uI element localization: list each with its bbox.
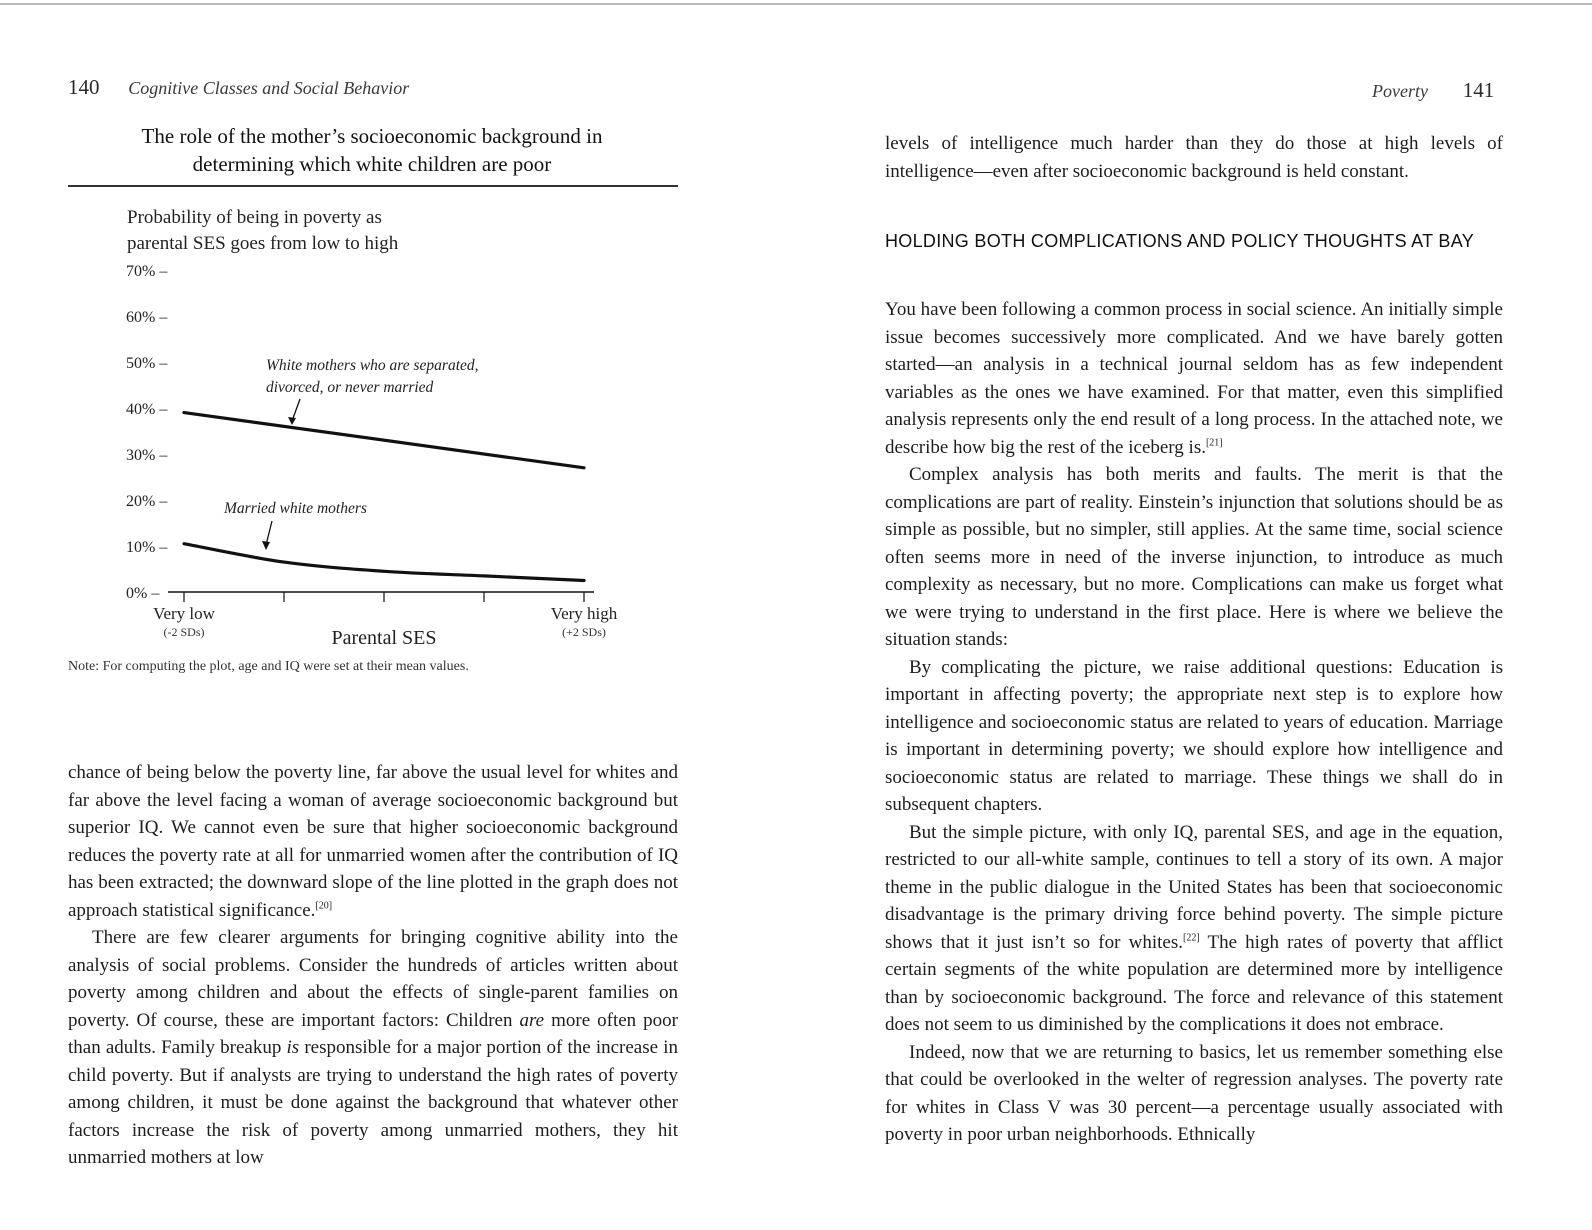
x-axis-title: Parental SES bbox=[331, 627, 437, 649]
right-paragraph-4 bbox=[885, 819, 1503, 1039]
series-line-unmarried-mothers bbox=[184, 413, 584, 468]
left-p2-emphasis-are: are bbox=[519, 1009, 545, 1031]
y-tick-label: 0% – bbox=[126, 585, 160, 602]
y-tick-label: 10% – bbox=[126, 539, 168, 556]
left-continuation-paragraph bbox=[68, 759, 678, 924]
right-p1-text: You have been following a common process in social science. An initially simple issue becomes successively more complicated. And we have barely gotten started—an analysis in a technical journal seldom has as few independent variables as the ones we have examined. For that matter, even this simplified analysis represents only the end result of a long process. In the attached note, we describe how big the rest of the iceberg is. bbox=[885, 299, 1503, 458]
figure-note: Note: For computing the plot, age and IQ were set at their mean values. bbox=[68, 659, 469, 674]
right-page-header bbox=[1372, 78, 1494, 103]
note-ref-20: [20] bbox=[315, 900, 333, 912]
annotation-arrowhead-married bbox=[262, 541, 270, 550]
y-tick-label: 40% – bbox=[126, 401, 168, 418]
note-ref-21: [21] bbox=[1205, 437, 1223, 449]
right-p4-text: But the simple picture, with only IQ, parental SES, and age in the equation, restricted to our all-white sample, continues to tell a story of its own. A major theme in the public dialogue in the United States has been that socioeconomic disadvantage is the primary driving force behind poverty. The simple picture shows that it just isn’t so for whites. bbox=[885, 821, 1503, 953]
right-continuation-paragraph: levels of intelligence much harder than they do those at high levels of intelligence—even after socioeconomic background is held constant. bbox=[885, 133, 1503, 182]
y-axis-title-line2: parental SES goes from low to high bbox=[127, 233, 399, 254]
left-paragraph-2 bbox=[68, 924, 678, 1172]
right-p4-text-after: The high rates of poverty that afflict certain segments of the white population are determined more by intelligence than by socioeconomic background. The force and relevance of this statement does not seem to us diminished by the complications it does not embrace. bbox=[885, 931, 1503, 1035]
y-axis-title bbox=[127, 205, 398, 257]
left-p2-part3: responsible for a major portion of the increase in child poverty. But if analysts are trying to understand the high rates of poverty among children, it must be done against the background that whatever other factors increase the risk of poverty among unmarried mothers, they hit unmarried mothers at low bbox=[68, 1037, 678, 1168]
right-paragraph-5: Indeed, now that we are returning to basics, let us remember something else that could be overlooked in the welter of regression analyses. The poverty rate for whites in Class V was 30 percent—a percentage usually associated with poverty in poor urban neighborhoods. Ethnically bbox=[885, 1041, 1503, 1145]
x-tick-label: Very high bbox=[550, 604, 618, 623]
right-body-text bbox=[885, 296, 1503, 1149]
figure-title-line1: The role of the mother’s socioeconomic background in bbox=[141, 124, 603, 148]
poverty-line-chart bbox=[120, 255, 640, 655]
figure-title-line2: determining which white children are poor bbox=[192, 152, 552, 176]
x-tick-sublabel: (+2 SDs) bbox=[562, 625, 606, 639]
y-tick-label: 20% – bbox=[126, 493, 168, 510]
left-running-head: Cognitive Classes and Social Behavior bbox=[128, 78, 410, 98]
left-p2-part1: There are few clearer arguments for bringing cognitive ability into the analysis of social problems. Consider the hundreds of articles written about poverty among children and about the effects of single-parent families on poverty. Of course, these are important factors: Children bbox=[68, 927, 678, 1031]
figure-title-rule bbox=[68, 185, 678, 187]
left-p2-emphasis-is: is bbox=[286, 1037, 300, 1058]
right-paragraph-2: Complex analysis has both merits and faults. The merit is that the complications are part of reality. Einstein’s injunction that solutions should be as simple as possible, but no simpler, still applies. At the same time, social science often seems more in need of the inverse injunction, to introduce as much complexity as necessary, but no more. Complications can make us forget what we were trying to understand in the first place. Here is where we believe the situation stands: bbox=[885, 464, 1503, 650]
series-line-married-mothers bbox=[184, 544, 584, 581]
left-continuation-text: chance of being below the poverty line, far above the usual level for whites and far above the level facing a woman of average socioeconomic background but superior IQ. We cannot even be sure that higher socioeconomic background reduces the poverty rate at all for unmarried women after the contribution of IQ has been extracted; the downward slope of the line plotted in the graph does not approach statistical significance. bbox=[68, 762, 678, 921]
figure-title bbox=[68, 122, 676, 178]
series-label-unmarried-line1: White mothers who are separated, bbox=[266, 357, 479, 374]
left-p2-part2: more often poor than adults. Family breakup bbox=[68, 1009, 679, 1058]
right-continuation-block bbox=[885, 130, 1503, 185]
right-running-head: Poverty bbox=[1372, 81, 1428, 101]
annotation-arrowhead-unmarried bbox=[288, 417, 296, 425]
y-tick-label: 70% – bbox=[126, 263, 168, 280]
annotation-arrow-married bbox=[266, 521, 272, 545]
series-label-unmarried-line2: divorced, or never married bbox=[266, 379, 434, 396]
x-tick-label: Very low bbox=[153, 604, 215, 623]
right-page-number: 141 bbox=[1462, 78, 1495, 102]
left-page-number: 140 bbox=[68, 75, 100, 99]
x-tick-sublabel: (-2 SDs) bbox=[163, 625, 205, 639]
scan-top-edge bbox=[0, 3, 1592, 5]
section-heading: HOLDING BOTH COMPLICATIONS AND POLICY THOUGHTS AT BAY bbox=[885, 231, 1475, 251]
note-ref-22: [22] bbox=[1182, 932, 1200, 944]
series-label-married: Married white mothers bbox=[224, 500, 367, 517]
right-paragraph-3: By complicating the picture, we raise additional questions: Education is important in affecting poverty; the appropriate next step is to explore how intelligence and socioeconomic status are related to years of education. Marriage is important in determining poverty; we should explore how intelligence and socioeconomic status are related to marriage. These things we shall do in subsequent chapters. bbox=[885, 656, 1503, 815]
y-tick-label: 30% – bbox=[126, 447, 168, 464]
y-axis-title-line1: Probability of being in poverty as bbox=[127, 207, 382, 228]
right-paragraph-1 bbox=[885, 296, 1503, 461]
left-page-header bbox=[68, 75, 409, 100]
y-tick-label: 50% – bbox=[126, 355, 168, 372]
left-body-text bbox=[68, 759, 678, 1172]
y-tick-label: 60% – bbox=[126, 309, 168, 326]
